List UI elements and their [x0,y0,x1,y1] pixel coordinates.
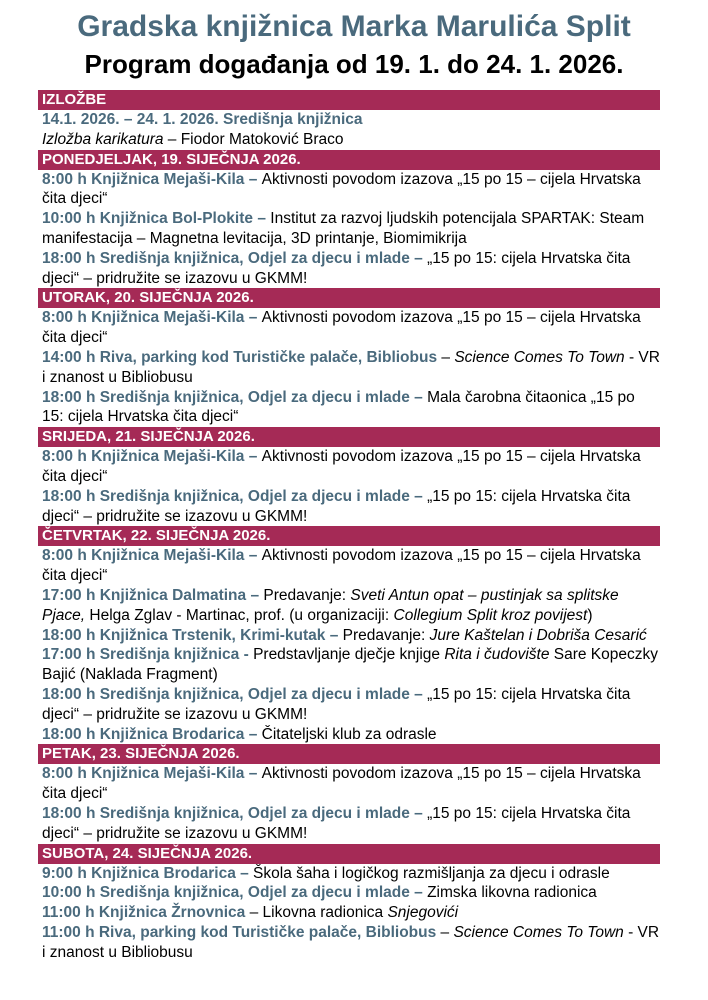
event-text: „15 po 15: cijela Hrvatska čita djeci“ – pridružite se izazovu u GKMM! [42,804,631,842]
event-entry [38,209,660,249]
event-text: Predavanje: [263,586,351,604]
event-title: Izložba karikatura [42,130,164,148]
event-entry [38,586,660,626]
event-entry [38,923,660,963]
event-time-location: 8:00 h Knjižnica Mejaši-Kila – [42,547,262,565]
event-time-location: 17:00 h Knjižnica Dalmatina – [42,586,264,604]
event-text: „15 po 15: cijela Hrvatska čita djeci“ – pridružite se izazovu u GKMM! [42,685,631,723]
section-heading: UTORAK, 20. SIJEČNJA 2026. [38,288,660,308]
event-text: Sare Kopeczky Bajić (Naklada Fragment) [42,646,659,684]
section-heading: IZLOŽBE [38,90,660,110]
event-time-location: 18:00 h Knjižnica Trstenik, Krimi-kutak – [42,626,343,644]
event-title: Collegium Split kroz povijest [393,606,588,624]
event-text: Aktivnosti povodom izazova „15 po 15 – cijela Hrvatska čita djeci“ [42,448,641,485]
event-entry [38,645,660,685]
event-text: Predavanje: [342,626,430,644]
event-time-location: 18:00 h Središnja knjižnica, Odjel za djecu i mlade – [42,249,428,267]
event-title: Jure Kaštelan i Dobriša Cesarić [429,626,647,644]
event-text: – Fiodor Matoković Braco [163,130,344,148]
event-text: Predstavljanje dječje knjige [253,646,445,664]
event-text: - VR i znanost u Bibliobusu [42,923,660,961]
event-entry [38,348,660,388]
event-entry [38,804,660,844]
page-subtitle: Program događanja od 19. 1. do 24. 1. 2026. [84,49,624,79]
event-entry [38,725,660,745]
event-entry [38,764,660,804]
event-title: Rita i čudovište [444,646,550,664]
program-content [38,90,660,962]
event-text: – Likovna radionica [245,904,388,922]
event-time-location: 11:00 h Knjižnica Žrnovnica [42,904,246,922]
event-entry [38,447,660,487]
event-time-location: 17:00 h Središnja knjižnica - [42,646,254,664]
event-entry [38,170,660,210]
event-text: – [437,348,455,366]
event-entry [38,864,660,884]
event-text: Čitateljski klub za odrasle [261,725,437,743]
event-title: Science Comes To Town [454,348,625,366]
page-title: Gradska knjižnica Marka Marulića Split [77,10,631,43]
event-entry [38,487,660,527]
event-time-location: 18:00 h Središnja knjižnica, Odjel za djecu i mlade – [42,487,428,505]
event-entry [38,388,660,428]
event-title: Snjegovići [387,904,459,922]
event-text: Aktivnosti povodom izazova „15 po 15 – cijela Hrvatska čita djeci“ [42,170,641,208]
event-entry [38,249,660,289]
event-entry [38,685,660,725]
event-entry [38,546,660,586]
event-time-location: 8:00 h Knjižnica Mejaši-Kila – [42,170,262,188]
event-text: Aktivnosti povodom izazova „15 po 15 – cijela Hrvatska čita djeci“ [42,547,641,585]
section-heading: SRIJEDA, 21. SIJEČNJA 2026. [38,427,660,447]
event-time-location: 8:00 h Knjižnica Mejaši-Kila – [42,448,262,466]
section-heading: PONEDJELJAK, 19. SIJEČNJA 2026. [38,150,660,170]
event-title: Sveti Antun opat – pustinjak sa splitske Pjace, [42,586,619,624]
event-entry [38,308,660,348]
event-time-location: 11:00 h Riva, parking kod Turističke palače, Bibliobus [42,923,437,941]
section-heading: PETAK, 23. SIJEČNJA 2026. [38,744,660,764]
event-text: Institut za razvoj ljudskih potencijala SPARTAK: Steam manifestacija – Magnetna levitacija, 3D printanje, Biomimikrija [42,210,645,247]
event-text: - VR i znanost u Bibliobusu [42,348,660,386]
event-text: Aktivnosti povodom izazova „15 po 15 – cijela Hrvatska čita djeci“ [42,765,641,803]
section-heading: SUBOTA, 24. SIJEČNJA 2026. [38,844,660,864]
event-text: Helga Zglav - Martinac, prof. (u organizaciji: [85,606,394,624]
event-time-location: 14:00 h Riva, parking kod Turističke palače, Bibliobus [42,348,438,366]
event-time-location: 8:00 h Knjižnica Mejaši-Kila – [42,765,262,783]
event-entry [38,903,660,923]
event-time-location: 18:00 h Središnja knjižnica, Odjel za djecu i mlade – [42,804,428,822]
event-entry [38,110,660,130]
event-time-location: 10:00 h Knjižnica Bol-Plokite – [42,210,271,228]
event-title: Science Comes To Town [453,923,624,941]
event-entry [38,130,660,150]
event-time-location: 14.1. 2026. – 24. 1. 2026. Središnja knjižnica [42,111,363,128]
event-text: Aktivnosti povodom izazova „15 po 15 – cijela Hrvatska čita djeci“ [42,309,641,347]
section-heading: ČETVRTAK, 22. SIJEČNJA 2026. [38,526,660,546]
event-time-location: 18:00 h Središnja knjižnica, Odjel za djecu i mlade – [42,685,428,703]
event-text: Zimska likovna radionica [427,884,597,902]
event-time-location: 18:00 h Knjižnica Brodarica – [42,725,262,743]
event-time-location: 18:00 h Središnja knjižnica, Odjel za djecu i mlade – [42,388,428,406]
event-entry [38,626,660,646]
event-text: „15 po 15: cijela Hrvatska čita djeci“ – pridružite se izazovu u GKMM! [42,249,631,287]
event-entry [38,883,660,903]
event-text: Škola šaha i logičkog razmišljanja za djecu i odrasle [253,864,610,882]
event-time-location: 8:00 h Knjižnica Mejaši-Kila – [42,309,262,327]
event-text: – [436,923,454,941]
event-time-location: 9:00 h Knjižnica Brodarica – [42,864,254,882]
event-time-location: 10:00 h Središnja knjižnica, Odjel za djecu i mlade – [42,884,428,902]
event-text: „15 po 15: cijela Hrvatska čita djeci“ – pridružite se izazovu u GKMM! [42,487,631,525]
event-text: ) [587,606,593,624]
event-text: Mala čarobna čitaonica „15 po 15: cijela Hrvatska čita djeci“ [42,388,635,426]
